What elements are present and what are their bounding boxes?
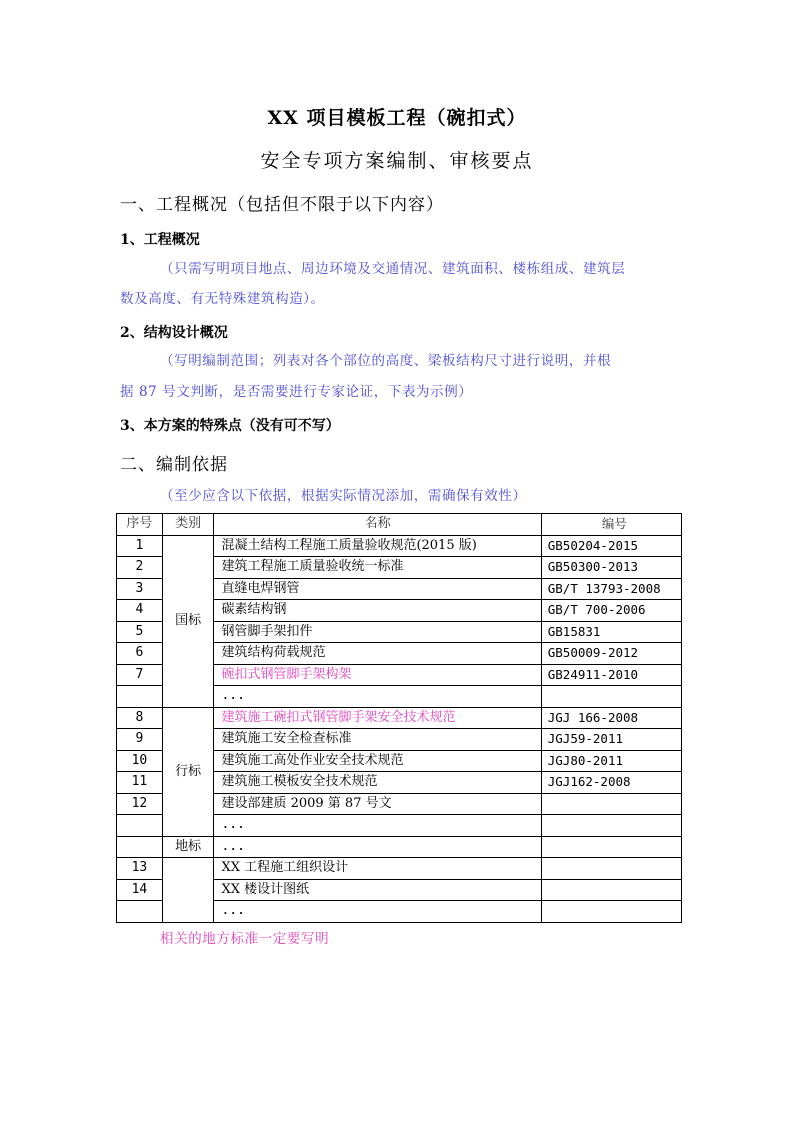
section-1-heading: 一、工程概况（包括但不限于以下内容） [120,195,444,215]
row-name-highlighted: 碗扣式钢管脚手架构架 [214,664,541,686]
section-2-note: （至少应含以下依据，根据实际情况添加，需确保有效性） [160,488,527,504]
row-name-highlighted: 建筑施工碗扣式钢管脚手架安全技术规范 [214,707,541,729]
row-no: 5 [117,621,163,643]
document-subtitle: 安全专项方案编制、审核要点 [260,150,534,172]
row-name: 建筑工程施工质量验收统一标准 [214,557,541,579]
row-name: 建设部建质 2009 第 87 号文 [214,793,541,815]
standards-table [116,513,682,923]
header-name: 名称 [214,514,541,536]
row-name: 建筑施工安全检查标准 [214,729,541,751]
row-code: GB50300-2013 [541,557,681,579]
row-name: 建筑施工高处作业安全技术规范 [214,750,541,772]
section-2-heading: 二、编制依据 [120,455,228,475]
row-no: 9 [117,729,163,751]
row-no: 14 [117,879,163,901]
subsection-1-3-heading: 3、本方案的特殊点（没有可不写） [120,418,340,434]
row-no: 4 [117,600,163,622]
table-row [117,707,682,729]
row-code: GB24911-2010 [541,664,681,686]
row-name: 混凝土结构工程施工质量验收规范(2015 版) [214,535,541,557]
row-code [541,879,681,901]
row-no [117,836,163,858]
row-no: 2 [117,557,163,579]
row-code: JGJ80-2011 [541,750,681,772]
row-code: GB/T 13793-2008 [541,578,681,600]
footnote: 相关的地方标准一定要写明 [160,931,330,947]
row-name: 碳素结构钢 [214,600,541,622]
row-name: XX 楼设计图纸 [214,879,541,901]
row-code: GB15831 [541,621,681,643]
row-no [117,686,163,708]
row-code: GB50009-2012 [541,643,681,665]
row-name: 建筑施工模板安全技术规范 [214,772,541,794]
row-no [117,901,163,923]
row-code: JGJ162-2008 [541,772,681,794]
row-name-ellipsis: ... [214,901,541,923]
row-code: GB/T 700-2006 [541,600,681,622]
subsection-1-1-note-line2: 数及高度、有无特殊建筑构造）。 [120,291,325,307]
row-no: 6 [117,643,163,665]
row-no: 3 [117,578,163,600]
row-no: 13 [117,858,163,880]
category-local: 地标 [162,836,214,858]
table-row [117,836,682,858]
row-name: XX 工程施工组织设计 [214,858,541,880]
table-row [117,858,682,880]
row-name-ellipsis: ... [214,686,541,708]
table-row [117,535,682,557]
row-no: 8 [117,707,163,729]
row-name-ellipsis: ... [214,815,541,837]
subsection-1-1-heading: 1、工程概况 [120,232,200,248]
category-national: 国标 [162,535,214,707]
row-code: GB50204-2015 [541,535,681,557]
subsection-1-2-heading: 2、结构设计概况 [120,325,228,341]
subsection-1-1-note-line1: （只需写明项目地点、周边环境及交通情况、建筑面积、楼栋组成、建筑层 [160,261,626,277]
row-name: 建筑结构荷载规范 [214,643,541,665]
row-code: JGJ 166-2008 [541,707,681,729]
row-no: 11 [117,772,163,794]
row-code [541,901,681,923]
category-industry: 行标 [162,707,214,836]
header-category: 类别 [162,514,214,536]
row-code [541,686,681,708]
table-header-row [117,514,682,536]
category-other [162,858,214,923]
row-no: 12 [117,793,163,815]
subsection-1-2-note-line2: 据 87 号文判断，是否需要进行专家论证，下表为示例） [120,384,473,400]
row-no: 1 [117,535,163,557]
row-code [541,858,681,880]
row-code [541,793,681,815]
row-code [541,815,681,837]
row-code [541,836,681,858]
row-no: 10 [117,750,163,772]
header-no: 序号 [117,514,163,536]
row-no: 7 [117,664,163,686]
document-title: XX 项目模板工程（碗扣式） [267,107,527,129]
row-name-ellipsis: ... [214,836,541,858]
subsection-1-2-note-line1: （写明编制范围；列表对各个部位的高度、梁板结构尺寸进行说明，并根 [160,353,612,369]
header-code: 编号 [541,514,681,536]
row-name: 钢管脚手架扣件 [214,621,541,643]
row-name: 直缝电焊钢管 [214,578,541,600]
row-code: JGJ59-2011 [541,729,681,751]
row-no [117,815,163,837]
